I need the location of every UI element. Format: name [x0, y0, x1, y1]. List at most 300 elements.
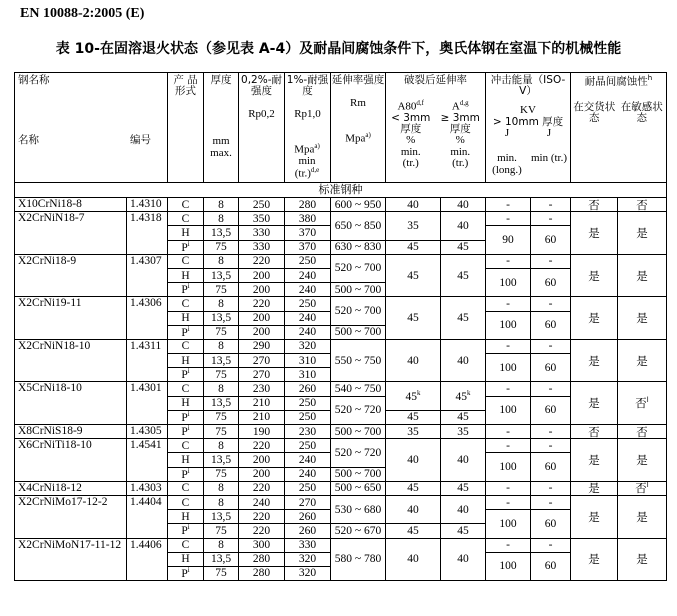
ic-sensitized — [618, 297, 667, 340]
product-form-footnote: i — [187, 325, 190, 333]
product-form — [168, 368, 204, 382]
a-elong — [441, 382, 486, 410]
steel-name-value: X2CrNiMoN17-11-12 — [18, 538, 122, 551]
rp02-value: 220 — [252, 439, 271, 452]
rp02-value: 210 — [252, 411, 271, 424]
ic-delivered-value: 是 — [588, 552, 600, 567]
rp1-value: 250 — [298, 397, 317, 410]
steel-name — [15, 425, 127, 439]
kv-long-value: 100 — [499, 319, 517, 332]
thickness-value: 8 — [218, 297, 224, 310]
a80-value: 45 — [407, 524, 419, 537]
rp1-value: 370 — [298, 226, 317, 239]
rp02-value: 200 — [252, 269, 271, 282]
ic-sensitized-value: 否 — [635, 396, 647, 411]
a80 — [386, 240, 441, 254]
kv-tr-value: 60 — [544, 560, 557, 573]
ic-delivered-value: 否 — [588, 197, 600, 212]
ic-sensitized — [618, 382, 667, 425]
thickness-value: 75 — [215, 241, 227, 254]
thickness — [204, 297, 239, 311]
kv-tr — [531, 297, 571, 311]
product-form — [168, 354, 204, 368]
rp1-value: 240 — [298, 269, 317, 282]
ic-sensitized — [618, 254, 667, 297]
ic-delivered-value: 是 — [588, 396, 600, 411]
yield-tr-sup: d,e — [310, 166, 320, 175]
table-title: 表 10-在固溶退火状态（参见表 A-4）及耐晶间腐蚀条件下，奥氏体钢在室温下的机械性能 — [55, 41, 622, 57]
table-row — [15, 481, 667, 495]
ic-delivered — [571, 212, 618, 255]
kv-tr-value: - — [548, 255, 553, 268]
thickness-value: 75 — [215, 368, 227, 381]
rp1-value: 310 — [298, 354, 317, 367]
rp02 — [239, 254, 285, 268]
product-form-value: H — [181, 269, 190, 282]
steel-name-value: X10CrNi18-8 — [18, 198, 82, 210]
steel-number-value: 1.4307 — [130, 254, 162, 267]
rm-value: 520 ~ 720 — [334, 446, 382, 459]
rp02 — [239, 566, 285, 580]
rm — [331, 467, 386, 481]
kv-long-value: - — [506, 383, 510, 395]
rp1-value: 370 — [298, 241, 317, 254]
product-form-value: C — [181, 482, 190, 495]
product-form — [168, 495, 204, 509]
steel-name-value: X2CrNiN18-10 — [18, 339, 91, 352]
steel-name-label: 钢名称 — [18, 74, 50, 86]
yield02-label: 0,2%-耐强度 — [241, 74, 282, 98]
kv-long-value: - — [506, 297, 510, 310]
steel-number — [127, 339, 168, 382]
steel-name — [15, 254, 127, 297]
kv-long-value: - — [506, 539, 510, 552]
rp02-value: 200 — [252, 312, 271, 325]
thickness — [204, 254, 239, 268]
product-form — [168, 226, 204, 240]
kv-tr-value: 60 — [544, 276, 557, 289]
rp02 — [239, 198, 285, 212]
ic-sensitized — [618, 439, 667, 482]
a-elong-value: 45 — [457, 269, 469, 282]
a80-value: 40 — [407, 198, 419, 211]
steel-name-value: X2CrNiMo17-12-2 — [18, 495, 108, 508]
a80-value: 40 — [407, 503, 419, 516]
kv-tr — [531, 510, 571, 538]
kv-tr — [531, 495, 571, 509]
thickness-value: 8 — [218, 212, 224, 225]
kv-tr — [531, 311, 571, 339]
kv-long-value: 100 — [499, 517, 517, 530]
impact-long: min. (long.) — [492, 152, 522, 176]
thickness — [204, 510, 239, 524]
section-label: 标准钢种 — [15, 183, 667, 198]
product-form — [168, 467, 204, 481]
rp1 — [285, 495, 331, 509]
ic-sensitized-value: 是 — [636, 225, 648, 240]
kv-long-value: 90 — [502, 234, 514, 247]
product-form — [168, 566, 204, 580]
ic-sensitized — [618, 212, 667, 255]
rm — [331, 297, 386, 325]
a80-value: 40 — [407, 553, 419, 566]
a-min: min. — [450, 145, 471, 158]
kv-tr — [531, 439, 571, 453]
a-symbol: A — [451, 100, 460, 113]
steel-number-value: 1.4310 — [130, 198, 162, 210]
table-row — [15, 198, 667, 212]
yield-unit: Mpa — [294, 143, 315, 156]
rp02-value: 230 — [252, 383, 271, 395]
a-elong-value: 45 — [457, 524, 469, 537]
rp1-value: 240 — [298, 326, 317, 339]
a-elong — [441, 425, 486, 439]
header-intergranular-corrosion — [571, 73, 667, 183]
rp1-value: 250 — [298, 411, 317, 424]
rp1 — [285, 425, 331, 439]
product-form-value: C — [181, 439, 190, 452]
kv-tr-value: - — [548, 340, 553, 353]
kv-tr — [531, 396, 571, 424]
kv-tr — [531, 226, 571, 254]
steel-number-value: 1.4305 — [130, 425, 162, 437]
kv-tr — [531, 481, 571, 495]
a80 — [386, 254, 441, 297]
ic-delivered-value: 是 — [588, 311, 600, 326]
rp1 — [285, 368, 331, 382]
thickness — [204, 481, 239, 495]
ic-sensitized — [618, 495, 667, 538]
table-row — [15, 212, 667, 226]
kv-tr-value: 60 — [544, 319, 557, 332]
kv-tr — [531, 339, 571, 353]
rm-value: 630 ~ 830 — [334, 241, 382, 254]
rp02-value: 200 — [252, 468, 271, 481]
product-form — [168, 297, 204, 311]
thickness — [204, 198, 239, 212]
kv-long-value: 100 — [499, 361, 517, 374]
steel-number — [127, 481, 168, 495]
steel-name — [15, 198, 127, 212]
product-form — [168, 382, 204, 396]
rm-value: 520 ~ 670 — [334, 524, 382, 537]
product-form-value: P — [181, 425, 188, 438]
rp02-value: 290 — [252, 340, 271, 353]
rp02-value: 200 — [252, 326, 271, 339]
a-elong — [441, 410, 486, 424]
kv-tr — [531, 198, 571, 212]
product-form — [168, 481, 204, 495]
kv-long-value: - — [506, 496, 510, 509]
a80-value: 45 — [407, 241, 419, 254]
ic-delivered — [571, 339, 618, 382]
a80 — [386, 481, 441, 495]
product-form — [168, 552, 204, 566]
rp02 — [239, 339, 285, 353]
ic-delivered-value: 是 — [588, 225, 600, 240]
product-form — [168, 240, 204, 254]
rp02-value: 200 — [252, 453, 271, 466]
a-elong — [441, 198, 486, 212]
rp02 — [239, 524, 285, 538]
thickness — [204, 354, 239, 368]
rm-value: 650 ~ 850 — [334, 219, 382, 232]
thickness-value: 75 — [215, 524, 227, 537]
ic-delivered — [571, 198, 618, 212]
header-tensile — [331, 73, 386, 183]
ic-delivered-value: 是 — [588, 268, 600, 283]
steel-name-value: X2CrNi19-11 — [18, 297, 82, 310]
section-row — [15, 183, 667, 198]
table-row — [15, 254, 667, 268]
impact-label: 冲击能量（ISO-V） — [490, 74, 566, 98]
a80 — [386, 297, 441, 340]
ic-sensitized-label: 在敏感状态 — [620, 100, 663, 124]
ic-delivered — [571, 495, 618, 538]
ic-sensitized-value: 否 — [635, 481, 647, 496]
rp02 — [239, 354, 285, 368]
a80 — [386, 538, 441, 581]
rm-symbol: Rm — [350, 97, 366, 110]
thickness-value: 8 — [218, 340, 224, 353]
rm-value: 500 ~ 700 — [334, 425, 382, 438]
a80-value: 40 — [407, 354, 419, 367]
product-form — [168, 198, 204, 212]
product-form — [168, 325, 204, 339]
kv-long — [486, 297, 531, 311]
kv-tr-value: - — [548, 539, 553, 552]
kv-tr — [531, 552, 571, 580]
rm — [331, 198, 386, 212]
a-percent: % — [455, 134, 465, 147]
rp02-value: 240 — [252, 496, 271, 509]
rm-value: 600 ~ 950 — [334, 198, 382, 211]
rp1-symbol: Rp1,0 — [294, 108, 321, 121]
ic-sensitized — [618, 538, 667, 581]
header-yield-1 — [285, 73, 331, 183]
kv-long — [486, 198, 531, 212]
kv-long-value: 100 — [499, 461, 517, 474]
rp02 — [239, 283, 285, 297]
thickness-value: 75 — [215, 468, 227, 481]
a-sup: d,g — [459, 99, 469, 108]
steel-number-value: 1.4301 — [130, 382, 162, 395]
product-form — [168, 254, 204, 268]
header-impact — [486, 73, 571, 183]
steel-number — [127, 254, 168, 297]
kv-tr — [531, 254, 571, 268]
rp1-value: 260 — [298, 524, 317, 537]
rp1 — [285, 325, 331, 339]
a-elong-value: 40 — [457, 198, 469, 211]
table-row — [15, 425, 667, 439]
rp1 — [285, 410, 331, 424]
thickness-value: 75 — [215, 326, 227, 339]
steel-number-value: 1.4404 — [130, 495, 162, 508]
table-row — [15, 495, 667, 509]
a80-value: 45 — [407, 312, 419, 325]
a80 — [386, 382, 441, 410]
ic-delivered — [571, 538, 618, 581]
kv-long-value: - — [506, 425, 510, 438]
product-form — [168, 283, 204, 297]
kv-tr-value: - — [548, 482, 553, 495]
ic-delivered-value: 否 — [588, 424, 600, 439]
rp02-value: 210 — [252, 397, 271, 410]
rp1-value: 250 — [298, 439, 317, 452]
rp1 — [285, 297, 331, 311]
a80 — [386, 425, 441, 439]
kv-long-value: - — [506, 439, 510, 452]
ic-sensitized-value: 是 — [636, 311, 648, 326]
steel-name — [15, 339, 127, 382]
j-tr-unit: J — [546, 126, 552, 139]
rp02 — [239, 538, 285, 552]
ic-delivered — [571, 382, 618, 425]
product-form-footnote: i — [187, 566, 190, 575]
ic-delivered — [571, 439, 618, 482]
product-form-value: H — [181, 453, 190, 466]
kv-long-value: - — [506, 255, 510, 268]
rp02 — [239, 410, 285, 424]
rp1-value: 320 — [298, 553, 317, 566]
a-elong-value: 40 — [457, 354, 469, 367]
rp1-value: 250 — [298, 482, 317, 495]
a80-value: 45 — [405, 390, 417, 403]
kv-long-value: 100 — [499, 560, 517, 573]
ic-delivered-value: 是 — [588, 481, 600, 496]
rp1-value: 310 — [298, 368, 317, 381]
rp1-value: 240 — [298, 453, 317, 466]
rp1-value: 280 — [298, 198, 317, 211]
rm — [331, 524, 386, 538]
thickness-value: 8 — [218, 539, 224, 552]
steel-number-value: 1.4303 — [130, 481, 162, 494]
rp02-value: 270 — [252, 354, 271, 367]
rp1 — [285, 566, 331, 580]
steel-number-value: 1.4311 — [130, 339, 162, 352]
rp02-value: 200 — [252, 283, 271, 296]
ic-delivered-value: 是 — [588, 509, 600, 524]
kv-long — [486, 254, 531, 268]
rp02-value: 250 — [252, 198, 271, 211]
a-elong — [441, 254, 486, 297]
a-elong-value: 45 — [457, 241, 469, 254]
a80-footnote: k — [417, 388, 421, 397]
kv-long — [486, 396, 531, 424]
rp02 — [239, 268, 285, 282]
kv-tr-value: - — [548, 425, 553, 438]
rp02 — [239, 325, 285, 339]
a-elong-value: 45 — [455, 390, 467, 403]
rp1 — [285, 552, 331, 566]
kv-tr — [531, 453, 571, 481]
product-form-value: P — [181, 284, 188, 297]
rp1-value: 260 — [298, 510, 317, 523]
rp02 — [239, 439, 285, 453]
kv-tr-value: - — [548, 439, 553, 452]
a-elong-footnote: k — [467, 388, 471, 397]
table-row — [15, 382, 667, 396]
product-form-value: P — [181, 241, 188, 254]
table-row — [15, 339, 667, 353]
kv-tr-value: - — [548, 383, 553, 395]
thickness — [204, 538, 239, 552]
a80-value: 45 — [407, 269, 419, 282]
rp1-value: 250 — [298, 297, 317, 310]
kv-tr-value: 60 — [544, 461, 557, 474]
kv-long — [486, 425, 531, 439]
rp02-value: 330 — [252, 226, 271, 239]
rp1 — [285, 382, 331, 396]
steel-name-value: X8CrNiS18-9 — [18, 425, 83, 437]
product-form-value: C — [181, 496, 190, 509]
rp02-value: 300 — [252, 539, 271, 552]
rp02-value: 280 — [252, 553, 271, 566]
thickness-value: 8 — [218, 439, 224, 452]
kv-tr — [531, 538, 571, 552]
rp02-value: 220 — [252, 297, 271, 310]
table-row — [15, 439, 667, 453]
product-form-value: C — [181, 198, 190, 211]
thickness — [204, 382, 239, 396]
steel-number — [127, 425, 168, 439]
rm-value: 580 ~ 780 — [334, 553, 382, 566]
product-form-value: C — [181, 297, 190, 310]
steel-name — [15, 538, 127, 581]
thickness — [204, 339, 239, 353]
product-form — [168, 268, 204, 282]
thickness-value: 75 — [215, 411, 227, 424]
rm — [331, 254, 386, 282]
rm — [331, 339, 386, 382]
steel-name — [15, 382, 127, 425]
product-form-value: P — [181, 411, 188, 424]
steel-name — [15, 212, 127, 255]
ic-sup: h — [647, 74, 653, 82]
rm-value: 530 ~ 680 — [334, 503, 382, 516]
ic-sensitized-value: 是 — [636, 552, 648, 567]
kv-long — [486, 382, 531, 396]
product-form-footnote: i — [187, 367, 190, 376]
ic-delivered-label: 在交货状态 — [573, 100, 616, 124]
thickness-value: 8 — [218, 383, 224, 395]
rm-value: 520 ~ 720 — [334, 404, 382, 417]
thickness-value: 8 — [218, 496, 224, 509]
ic-sensitized-value: 是 — [636, 509, 648, 524]
a-elong-value: 40 — [457, 553, 469, 566]
rp1-value: 230 — [298, 425, 317, 438]
steel-number — [127, 297, 168, 340]
rm — [331, 495, 386, 523]
product-form-value: C — [181, 539, 190, 552]
product-form-value: P — [181, 326, 188, 339]
rp02-value: 220 — [252, 524, 271, 537]
ic-delivered-value: 是 — [588, 452, 600, 467]
kv-long — [486, 354, 531, 382]
steel-name-value: X6CrNiTi18-10 — [18, 439, 92, 452]
rp02 — [239, 396, 285, 410]
a80 — [386, 495, 441, 523]
steel-number-value: 1.4306 — [130, 297, 162, 310]
rp1 — [285, 453, 331, 467]
rp02 — [239, 453, 285, 467]
thickness — [204, 495, 239, 509]
number-label: 编号 — [130, 134, 151, 146]
table-row — [15, 297, 667, 311]
thickness-value: 75 — [215, 425, 227, 438]
j-long-unit: J — [504, 126, 510, 139]
